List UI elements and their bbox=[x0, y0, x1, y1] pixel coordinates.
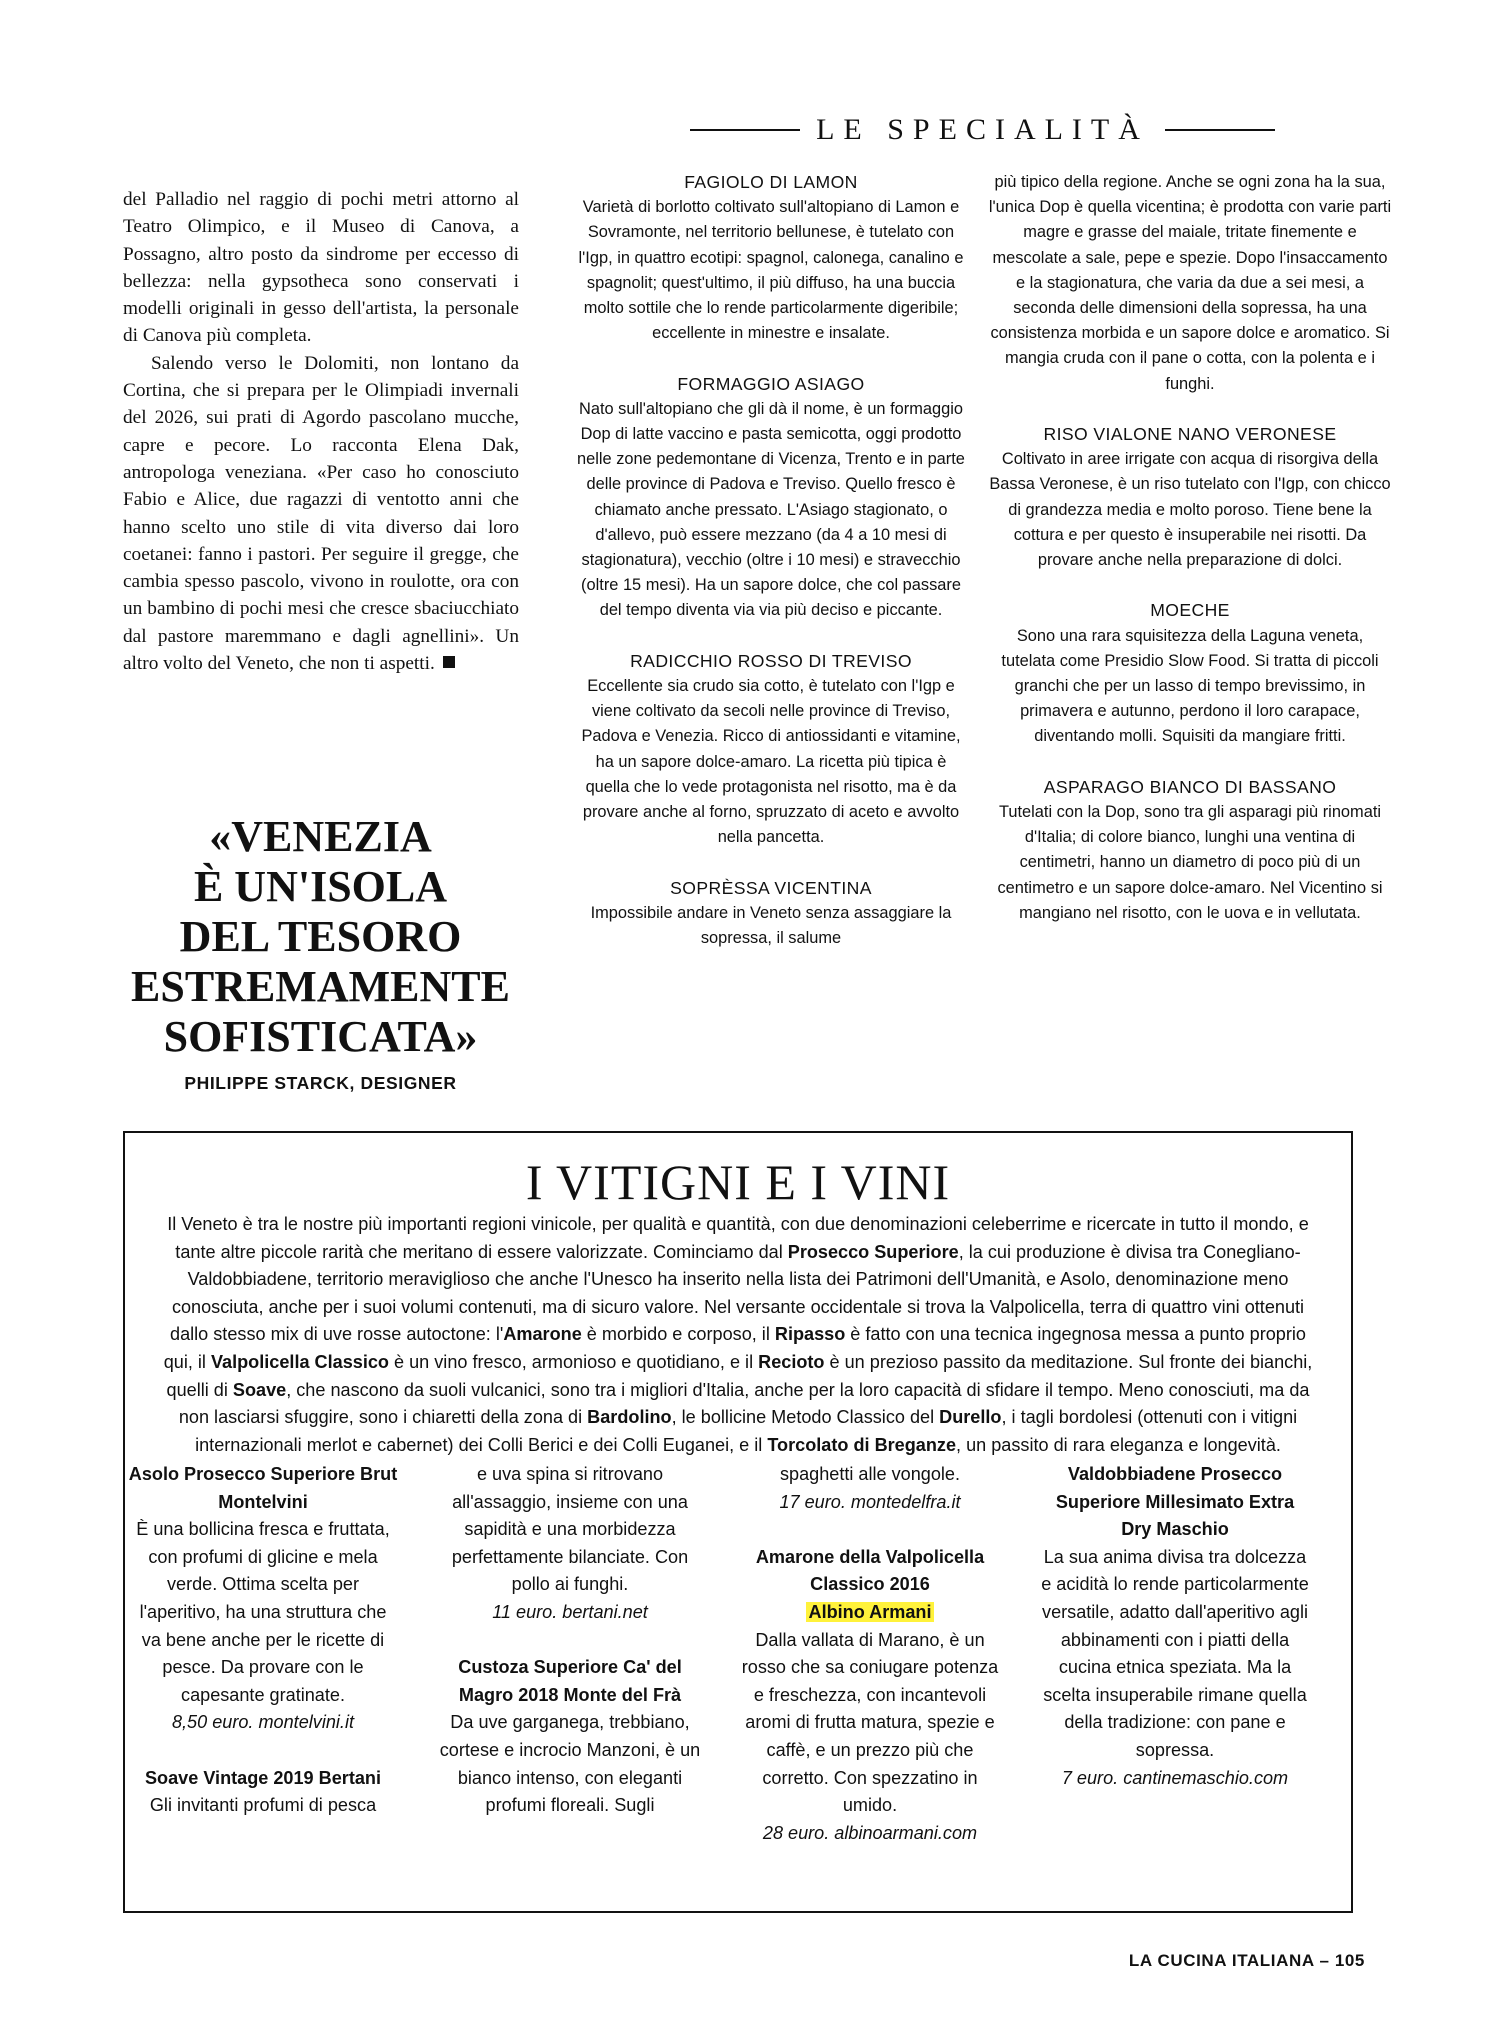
specialita-text: Nato sull'altopiano che gli dà il nome, è un formaggio Dop di latte vaccino e pasta semicotta, oggi prodotto nelle zone pedemontane di Vicenza, Trento e in parte delle province di Padova e Treviso. Quello fresco è chiamato anche pressato. L'Asiago stagionato, o d'allevo, può essere mezzano (da 4 a 10 mesi di stagionatura), vecchio (oltre i 10 mesi) e stravecchio (oltre 15 mesi). Ha un sapore dolce, che col passare del tempo diventa via via più deciso e piccante. bbox=[577, 399, 965, 620]
pull-quote-line: «VENEZIA bbox=[209, 812, 432, 861]
pull-quote-author: PHILIPPE STARCK, DESIGNER bbox=[184, 1073, 457, 1093]
intro-text: , la cui produzione è divisa tra Conegliano-Valdobbiadene, territorio meraviglioso che anche l'Unesco ha inserito nella lista dei Patrimoni dell'Umanità, e Asolo, denominazione meno conosciuta, anche per i suoi volumi contenuti, ma di sicuro valore. Nel versante occidentale si trova la Valpolicella, terra di quattro vini ottenuti dallo stesso mix di uve rosse autoctone: l' bbox=[170, 1241, 1305, 1345]
intro-text: , le bollicine Metodo Classico del bbox=[671, 1407, 940, 1428]
specialita-item bbox=[572, 170, 970, 346]
intro-bold: Valpolicella Classico bbox=[210, 1351, 389, 1372]
wine-description: Dalla vallata di Marano, è un rosso che sa coniugare potenza e freschezza, con incantevoli aromi di frutta matura, spezie e caffè, e un prezzo più che corretto. Con spezzatino in umido. bbox=[741, 1629, 999, 1816]
intro-text: , che nascono da suoli vulcanici, sono tra i migliori d'Italia, anche per la loro capacità di sfidare il tempo. Meno conosciuti, ma da non lasciarsi sfuggire, sono i chiaretti della zona di bbox=[178, 1379, 1310, 1428]
pull-quote-line: ESTREMAMENTE bbox=[131, 962, 510, 1011]
specialita-text: Tutelati con la Dop, sono tra gli asparagi più rinomati d'Italia; di colore bianco, lunghi una ventina di centimetri, hanno un diametro di poco più di un centimetro e un sapore dolce-amaro. Nel Vicentino si mangiano nel risotto, con le uova e in vellutata. bbox=[997, 803, 1383, 922]
article-paragraph: del Palladio nel raggio di pochi metri attorno al Teatro Olimpico, e il Museo di Canova, a Possagno, altro posto da sindrome per eccesso di bellezza: nella gypsotheca sono conservati i modelli originali in gesso dell'artista, la personale di Canova più completa. bbox=[123, 189, 519, 347]
specialita-text: Impossibile andare in Veneto senza assaggiare la sopressa, il salume bbox=[590, 903, 952, 948]
specialita-item bbox=[572, 649, 970, 851]
wine-entry bbox=[1040, 1461, 1310, 1792]
specialita-title: ASPARAGO BIANCO DI BASSANO bbox=[1043, 776, 1337, 797]
page-number: 105 bbox=[1334, 1951, 1365, 1970]
wine-price: 28 euro. albinoarmani.com bbox=[762, 1822, 978, 1843]
wine-producer bbox=[735, 1599, 1005, 1627]
article-column bbox=[123, 186, 519, 677]
specialita-title: RADICCHIO ROSSO DI TREVISO bbox=[630, 650, 912, 671]
specialita-item bbox=[988, 422, 1392, 573]
pull-quote-line: DEL TESORO bbox=[179, 912, 462, 961]
intro-text: , i tagli bordolesi (ottenuti con i vitigni internazionali merlot e cabernet) dei Colli Berici e dei Colli Euganei, e il bbox=[195, 1407, 1298, 1455]
wine-description: Da uve garganega, trebbiano, cortese e incrocio Manzoni, è un bianco intenso, con eleganti profumi floreali. Sugli bbox=[439, 1712, 701, 1816]
specialita-title: MOECHE bbox=[1150, 600, 1230, 621]
specialita-column bbox=[572, 170, 970, 976]
specialita-text: Coltivato in aree irrigate con acqua di risorgiva della Bassa Veronese, è un riso tutelato con l'Igp, con chicco di grandezza media e molto poroso. Tiene bene la cottura e per questo è insuperabile nei risotti. Da provare anche nella preparazione di dolci. bbox=[989, 450, 1391, 570]
specialita-title: FORMAGGIO ASIAGO bbox=[677, 373, 865, 394]
intro-bold: Durello bbox=[939, 1407, 1002, 1428]
wine-description: e uva spina si ritrovano all'assaggio, insieme con una sapidità e una morbidezza perfettamente bilanciate. Con pollo ai funghi. bbox=[451, 1464, 689, 1595]
intro-text: è un prezioso passito da meditazione. Sul fronte dei bianchi, quelli di bbox=[166, 1351, 1313, 1400]
pull-quote bbox=[118, 812, 523, 1062]
specialita-item bbox=[988, 775, 1392, 926]
wine-entry bbox=[128, 1461, 398, 1737]
wine-entry bbox=[435, 1654, 705, 1820]
specialita-text: più tipico della regione. Anche se ogni zona ha la sua, l'unica Dop è quella vicentina; è prodotta con varie parti magre e grasse del maiale, tritate finemente e mescolate a sale, pepe e spezie. Dopo l'insaccamento e la stagionatura, che varia da due a sei mesi, a seconda delle dimensioni della sopressa, ha una consistenza morbida e un sapore dolce e aromatico. Si mangia cruda con il pane o cotta, con la polenta e i funghi. bbox=[988, 173, 1392, 393]
specialita-item bbox=[988, 598, 1392, 749]
page-footer bbox=[1129, 1951, 1365, 1971]
wine-name: Valdobbiadene Prosecco Superiore Millesimato Extra Dry Maschio bbox=[1055, 1464, 1295, 1540]
article-paragraph bbox=[123, 350, 519, 678]
specialita-title: RISO VIALONE NANO VERONESE bbox=[1043, 424, 1337, 445]
intro-bold: Bardolino bbox=[587, 1407, 672, 1428]
wine-name: Soave Vintage 2019 Bertani bbox=[144, 1767, 381, 1788]
wine-name: Custoza Superiore Ca' del Magro 2018 Monte del Frà bbox=[458, 1657, 682, 1705]
wine-box-title: I VITIGNI E I VINI bbox=[525, 1154, 951, 1210]
wine-price: 17 euro. montedelfra.it bbox=[779, 1491, 961, 1512]
wine-column bbox=[1040, 1461, 1310, 1820]
specialita-title: FAGIOLO DI LAMON bbox=[684, 172, 858, 192]
specialita-column bbox=[988, 170, 1392, 951]
specialita-text: Sono una rara squisitezza della Laguna veneta, tutelata come Presidio Slow Food. Si tratta di piccoli granchi che per un lasso di tempo brevissimo, in primavera e autunno, perdono il loro carapace, diventando molli. Squisiti da mangiare fritti. bbox=[1001, 626, 1379, 746]
pull-quote-line: È UN'ISOLA bbox=[193, 862, 448, 911]
footer-separator: – bbox=[1319, 1951, 1330, 1970]
specialita-text: Eccellente sia crudo sia cotto, è tutelato con l'Igp e viene coltivato da secoli nelle province di Treviso, Padova e Venezia. Ricco di antiossidanti e vitamine, ha un sapore dolce-amaro. La ricetta più tipica è quella che lo vede protagonista nel risotto, ma è da provare anche al forno, spruzzato di aceto e avvolto nella pancetta. bbox=[581, 677, 961, 847]
end-square-icon bbox=[443, 656, 455, 668]
header-rule-left bbox=[690, 129, 800, 131]
wine-box-intro bbox=[155, 1211, 1321, 1459]
wine-description: È una bollicina fresca e fruttata, con profumi di glicine e mela verde. Ottima scelta per l'aperitivo, ha una struttura che va bene anche per le ricette di pesce. Da provare con le capesante gratinate. bbox=[136, 1519, 390, 1705]
wine-name: Amarone della Valpolicella Classico 2016 bbox=[755, 1546, 985, 1595]
intro-text: è un vino fresco, armonioso e quotidiano, e il bbox=[388, 1351, 759, 1372]
wine-description: Gli invitanti profumi di pesca bbox=[149, 1795, 377, 1816]
highlighted-producer: Albino Armani bbox=[806, 1602, 935, 1622]
article-paragraph-text: Salendo verso le Dolomiti, non lontano da Cortina, che si prepara per le Olimpiadi invernali del 2026, sui prati di Agordo pascolano mucche, capre e pecore. Lo racconta Elena Dak, antropologa veneziana. «Per caso ho conosciuto Fabio e Alice, due ragazzi di ventotto anni che hanno scelto uno stile di vita diverso dai loro coetanei: fanno i pastori. Per seguire il gregge, che cambia spesso pascolo, vivono in roulotte, ora con un bambino di pochi mesi che cresce sbaciucchiato dal pastore maremmano e dagli agnellini». Un altro volto del Veneto, che non ti aspetti. bbox=[123, 352, 519, 675]
wine-box bbox=[123, 1131, 1353, 1913]
specialita-item bbox=[988, 170, 1392, 397]
intro-bold: Amarone bbox=[503, 1324, 582, 1345]
intro-bold: Recioto bbox=[758, 1351, 825, 1372]
intro-text: Il Veneto è tra le nostre più importanti regioni vinicole, per qualità e quantità, con due denominazioni celeberrime e ricercate in tutto il mondo, e tante altre piccole rarità che meritano di essere valorizzate. Cominciamo dal bbox=[167, 1214, 1309, 1262]
wine-price: 11 euro. bertani.net bbox=[492, 1601, 648, 1622]
wine-entry bbox=[128, 1765, 398, 1820]
intro-bold: Ripasso bbox=[774, 1324, 846, 1345]
wine-name: Asolo Prosecco Superiore Brut Montelvini bbox=[128, 1464, 398, 1512]
header-rule-right bbox=[1165, 129, 1275, 131]
specialita-item bbox=[572, 876, 970, 952]
wine-description: La sua anima divisa tra dolcezza e acidità lo rende particolarmente versatile, adatto dall'aperitivo agli abbinamenti con i piatti della cucina etnica speziata. Ma la scelta insuperabile rimane quella della tradizione: con pane e sopressa. bbox=[1041, 1546, 1309, 1760]
intro-text: , un passito di rara eleganza e longevità. bbox=[956, 1434, 1281, 1455]
section-header bbox=[690, 110, 1275, 150]
wine-price: 7 euro. cantinemaschio.com bbox=[1061, 1767, 1289, 1788]
intro-text: è morbido e corposo, il bbox=[581, 1324, 775, 1345]
intro-bold: Soave bbox=[232, 1379, 287, 1400]
wine-column bbox=[735, 1461, 1005, 1875]
intro-bold: Torcolato di Breganze bbox=[767, 1434, 957, 1455]
pull-quote-line: SOFISTICATA» bbox=[163, 1012, 478, 1061]
wine-column bbox=[128, 1461, 398, 1847]
wine-entry bbox=[735, 1544, 1005, 1848]
wine-price: 8,50 euro. montelvini.it bbox=[171, 1712, 355, 1733]
specialita-title: SOPRÈSSA VICENTINA bbox=[670, 877, 872, 898]
magazine-name: LA CUCINA ITALIANA bbox=[1128, 1951, 1315, 1970]
specialita-item bbox=[572, 372, 970, 624]
wine-entry bbox=[435, 1461, 705, 1627]
wine-entry bbox=[735, 1461, 1005, 1516]
wine-description: spaghetti alle vongole. bbox=[779, 1464, 961, 1484]
intro-text: è fatto con una tecnica ingegnosa messa a punto proprio qui, il bbox=[163, 1324, 1306, 1372]
specialita-text: Varietà di borlotto coltivato sull'altopiano di Lamon e Sovramonte, nel territorio bellunese, è tutelato con l'Igp, in quattro ecotipi: spagnol, calonega, canalino e spagnolit; quest'ultimo, il più diffuso, ha una buccia molto sottile che lo rende particolarmente digeribile; eccellente in minestre e insalate. bbox=[578, 198, 964, 343]
section-header-title: LE SPECIALITÀ bbox=[816, 113, 1149, 146]
wine-column bbox=[435, 1461, 705, 1847]
intro-bold: Prosecco Superiore bbox=[787, 1241, 959, 1262]
